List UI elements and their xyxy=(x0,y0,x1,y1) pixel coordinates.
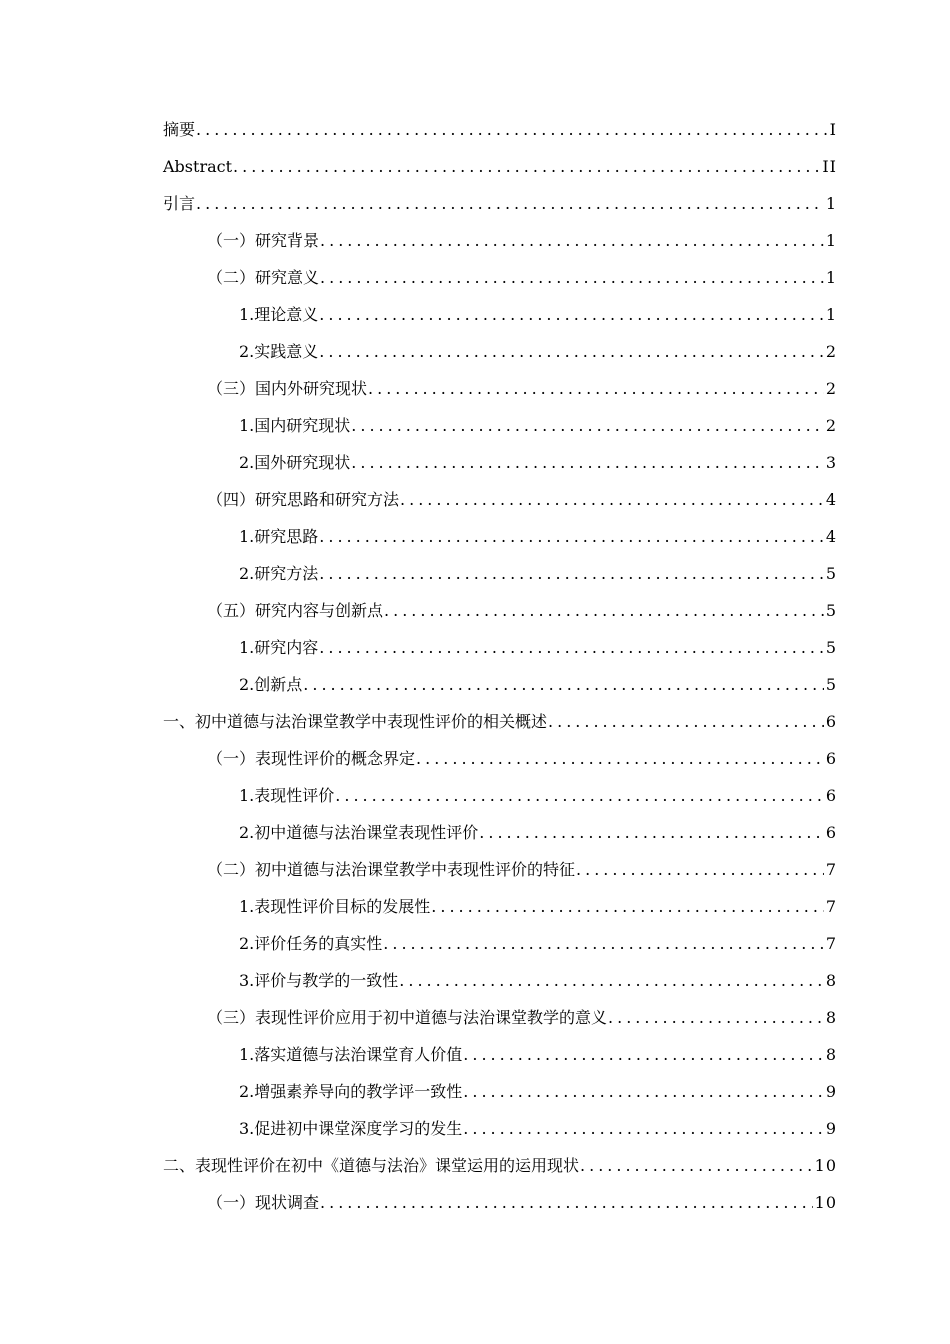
toc-dot-leader xyxy=(384,592,824,629)
toc-dot-leader xyxy=(576,851,824,888)
toc-entry[interactable] xyxy=(163,962,837,999)
toc-page-number: 10 xyxy=(814,1156,837,1175)
toc-entry[interactable] xyxy=(163,629,837,666)
toc-page-number: 10 xyxy=(814,1193,837,1212)
toc-entry-title: 2.国外研究现状 xyxy=(239,453,351,472)
toc-entry-title: 3.评价与教学的一致性 xyxy=(239,971,399,990)
toc-entry-title: 1.表现性评价目标的发展性 xyxy=(239,897,431,916)
toc-entry[interactable] xyxy=(163,444,837,481)
toc-entry[interactable] xyxy=(163,740,837,777)
toc-entry[interactable] xyxy=(163,370,837,407)
toc-page-number: 2 xyxy=(825,416,837,435)
toc-entry-title: （一）现状调查 xyxy=(207,1193,320,1212)
toc-entry-title: 二、表现性评价在初中《道德与法治》课堂运用的运用现状 xyxy=(163,1156,580,1175)
toc-dot-leader xyxy=(320,259,824,296)
toc-page-number: 4 xyxy=(825,490,837,509)
toc-entry-title: 1.国内研究现状 xyxy=(239,416,351,435)
toc-entry[interactable] xyxy=(163,925,837,962)
toc-entry[interactable] xyxy=(163,1073,837,1110)
toc-entry[interactable] xyxy=(163,518,837,555)
toc-dot-leader xyxy=(196,185,824,222)
toc-entry-title: 2.实践意义 xyxy=(239,342,319,361)
toc-entry[interactable] xyxy=(163,1110,837,1147)
toc-page-number: 7 xyxy=(825,934,837,953)
toc-entry[interactable] xyxy=(163,814,837,851)
toc-page-number: 2 xyxy=(825,379,837,398)
toc-page-number: 6 xyxy=(825,749,837,768)
toc-entry-title: （一）表现性评价的概念界定 xyxy=(207,749,416,768)
toc-page-number: 4 xyxy=(825,527,837,546)
toc-entry-title: （三）表现性评价应用于初中道德与法治课堂教学的意义 xyxy=(207,1008,608,1027)
toc-entry[interactable] xyxy=(163,407,837,444)
toc-dot-leader xyxy=(431,888,824,925)
toc-dot-leader xyxy=(351,407,824,444)
toc-entry-title: （一）研究背景 xyxy=(207,231,320,250)
toc-dot-leader xyxy=(320,222,824,259)
toc-entry-title: 2.初中道德与法治课堂表现性评价 xyxy=(239,823,479,842)
toc-page-number: 5 xyxy=(825,675,837,694)
toc-entry[interactable] xyxy=(163,222,837,259)
toc-entry[interactable] xyxy=(163,111,837,148)
toc-dot-leader xyxy=(580,1147,813,1184)
toc-dot-leader xyxy=(319,296,824,333)
toc-entry-title: 2.增强素养导向的教学评一致性 xyxy=(239,1082,463,1101)
toc-page-number: 1 xyxy=(825,268,837,287)
toc-page-number: 3 xyxy=(825,453,837,472)
toc-page-number: 2 xyxy=(825,342,837,361)
toc-entry[interactable] xyxy=(163,481,837,518)
toc-page-number: 8 xyxy=(825,971,837,990)
toc-dot-leader xyxy=(548,703,824,740)
toc-page-number: 6 xyxy=(825,786,837,805)
toc-dot-leader xyxy=(399,962,824,999)
toc-page-number: 1 xyxy=(825,305,837,324)
toc-page-number: 6 xyxy=(825,823,837,842)
toc-page-number: 5 xyxy=(825,638,837,657)
toc-page-number: 1 xyxy=(825,194,837,213)
toc-entry-title: 一、初中道德与法治课堂教学中表现性评价的相关概述 xyxy=(163,712,548,731)
toc-dot-leader xyxy=(368,370,824,407)
toc-entry-title: 3.促进初中课堂深度学习的发生 xyxy=(239,1119,463,1138)
toc-entry[interactable] xyxy=(163,1147,837,1184)
toc-entry[interactable] xyxy=(163,851,837,888)
toc-dot-leader xyxy=(463,1036,824,1073)
toc-entry-title: 2.创新点 xyxy=(239,675,303,694)
toc-entry-title: （四）研究思路和研究方法 xyxy=(207,490,400,509)
toc-dot-leader xyxy=(319,333,824,370)
toc-entry-title: （二）研究意义 xyxy=(207,268,320,287)
toc-dot-leader xyxy=(319,518,824,555)
toc-entry-title: （三）国内外研究现状 xyxy=(207,379,368,398)
toc-entry[interactable] xyxy=(163,185,837,222)
toc-page-number: II xyxy=(822,157,837,176)
toc-dot-leader xyxy=(196,111,828,148)
toc-dot-leader xyxy=(479,814,824,851)
toc-page-number: 7 xyxy=(825,860,837,879)
toc-entry[interactable] xyxy=(163,296,837,333)
toc-entry[interactable] xyxy=(163,1184,837,1221)
toc-dot-leader xyxy=(233,148,820,185)
toc-page-number: 7 xyxy=(825,897,837,916)
toc-entry-title: 2.评价任务的真实性 xyxy=(239,934,383,953)
toc-entry-title: （二）初中道德与法治课堂教学中表现性评价的特征 xyxy=(207,860,576,879)
toc-dot-leader xyxy=(303,666,824,703)
toc-entry[interactable] xyxy=(163,592,837,629)
toc-entry-title: 1.理论意义 xyxy=(239,305,319,324)
toc-dot-leader xyxy=(400,481,824,518)
toc-entry[interactable] xyxy=(163,703,837,740)
toc-entry-title: 2.研究方法 xyxy=(239,564,319,583)
toc-page-number: 9 xyxy=(825,1119,837,1138)
toc-entry[interactable] xyxy=(163,888,837,925)
toc-dot-leader xyxy=(608,999,824,1036)
toc-entry[interactable] xyxy=(163,1036,837,1073)
toc-dot-leader xyxy=(383,925,824,962)
toc-entry-title: 摘要 xyxy=(163,120,196,139)
toc-dot-leader xyxy=(463,1110,824,1147)
toc-page-number: 1 xyxy=(825,231,837,250)
toc-entry-title: （五）研究内容与创新点 xyxy=(207,601,384,620)
toc-entry[interactable] xyxy=(163,999,837,1036)
toc-dot-leader xyxy=(416,740,824,777)
toc-entry-title: 1.研究思路 xyxy=(239,527,319,546)
toc-entry[interactable] xyxy=(163,666,837,703)
table-of-contents xyxy=(163,111,837,1221)
toc-page-number: 6 xyxy=(825,712,837,731)
toc-dot-leader xyxy=(320,1184,813,1221)
toc-dot-leader xyxy=(335,777,824,814)
toc-dot-leader xyxy=(463,1073,824,1110)
toc-dot-leader xyxy=(319,555,824,592)
toc-page-number: 8 xyxy=(825,1045,837,1064)
toc-page-number: 8 xyxy=(825,1008,837,1027)
toc-entry[interactable] xyxy=(163,555,837,592)
toc-page-number: 5 xyxy=(825,601,837,620)
toc-dot-leader xyxy=(319,629,824,666)
toc-entry-title: Abstract xyxy=(163,157,233,176)
toc-page-number: 9 xyxy=(825,1082,837,1101)
toc-entry-title: 1.研究内容 xyxy=(239,638,319,657)
toc-entry[interactable] xyxy=(163,333,837,370)
toc-page-number: I xyxy=(829,120,837,139)
toc-entry-title: 引言 xyxy=(163,194,196,213)
toc-entry[interactable] xyxy=(163,777,837,814)
toc-entry-title: 1.落实道德与法治课堂育人价值 xyxy=(239,1045,463,1064)
toc-page-number: 5 xyxy=(825,564,837,583)
toc-entry-title: 1.表现性评价 xyxy=(239,786,335,805)
toc-dot-leader xyxy=(351,444,824,481)
toc-entry[interactable] xyxy=(163,259,837,296)
toc-entry[interactable] xyxy=(163,148,837,185)
